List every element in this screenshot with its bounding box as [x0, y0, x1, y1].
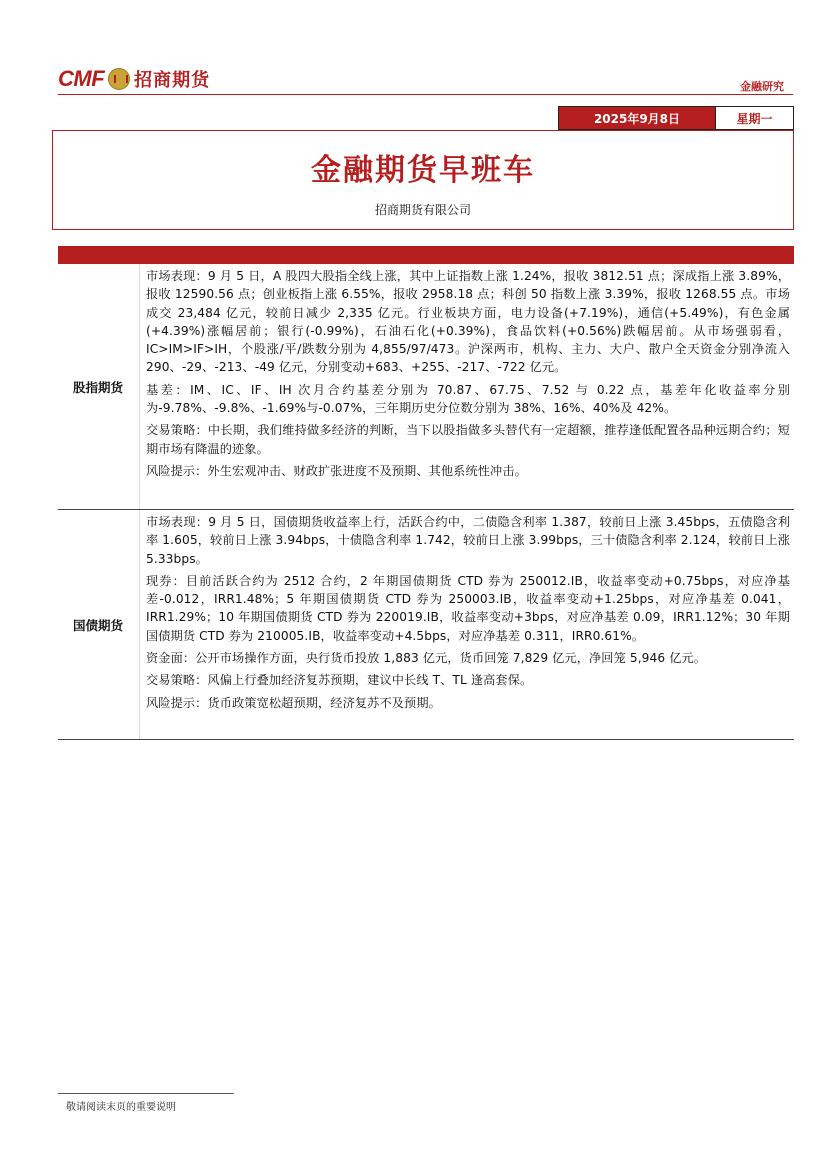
company-logo [58, 66, 210, 92]
company-name: 招商期货有限公司 [374, 203, 471, 217]
section-treasury-futures [58, 510, 794, 740]
paragraph-cash-bonds: 现券：目前活跃合约为 2512 合约，2 年期国债期货 CTD 券为 250012.IB，收益率变动+0.75bps，对应净基差-0.012，IRR1.48%；5 年期国债期货 CTD 券为 250003.IB，收益率变动+1.25bps，对应净基差 0.041，IRR1.29%；10 年期国债期货 CTD 券为 220019.IB，收益率变动+3bps，对应净基差 0.09，IRR1.12%；30 年期国债期货 CTD 券为 210005.IB，收益率变动+4.5bps，对应净基差 0.311，IRR0.61%。 [146, 573, 790, 643]
section-divider [139, 510, 140, 739]
date-bar [558, 106, 794, 130]
section-label: 股指期货 [72, 380, 123, 395]
paragraph-risk: 风险提示：外生宏观冲击、财政扩张进度不及预期、其他系统性冲击。 [146, 463, 527, 478]
paragraph-strategy: 交易策略：风偏上行叠加经济复苏预期，建议中长线 T、TL 逢高套保。 [146, 673, 533, 688]
paragraph-market: 市场表现：9 月 5 日，国债期货收益率上行，活跃合约中，二债隐含利率 1.387，较前日上涨 3.45bps，五债隐含利率 1.605，较前日上涨 3.94bps，十债隐含利率 1.742，较前日上涨 3.99bps，三十债隐含利率 2.124，较前日上涨 5.33bps。 [146, 515, 790, 566]
paragraph-market: 市场表现：9 月 5 日，A 股四大股指全线上涨，其中上证指数上涨 1.24%，报收 3812.51 点；深成指上涨 3.89%，报收 12590.56 点；创业板指上涨 6.55%，报收 2958.18 点；科创 50 指数上涨 3.39%，报收 1268.55 点。市场成交 23,484 亿元，较前日减少 2,335 亿元。行业板块方面，电力设备(+7.19%)，通信(+5.49%)，有色金属(+4.39%)涨幅居前；银行(-0.99%)，石油石化(+0.39%)，食品饮料(+0.56%)跌幅居前。从市场强弱看，IC>IM>IF>IH，个股涨/平/跌数分别为 4,855/97/473。沪深两市，机构、主力、大户、散户全天资金分别净流入 290、-29、-213、-49 亿元，分别变动+683、+255、-217、-722 亿元。 [146, 269, 790, 375]
paragraph-risk: 风险提示：货币政策宽松超预期，经济复苏不及预期。 [146, 695, 441, 710]
section-stock-index-futures [58, 264, 794, 510]
footer-divider [58, 1093, 234, 1094]
report-title: 金融期货早班车 [311, 153, 535, 188]
report-date: 2025年9月8日 [559, 107, 715, 129]
section-content [146, 267, 790, 484]
logo-chinese-text: 招商期货 [134, 70, 211, 91]
logo-cmf-text: CMF [58, 66, 105, 91]
section-divider [139, 264, 140, 509]
title-box [52, 130, 794, 230]
department-label: 金融研究 [740, 80, 784, 93]
section-label: 国债期货 [72, 618, 123, 633]
paragraph-strategy: 交易策略：中长期，我们维持做多经济的判断，当下以股指做多头替代有一定超额，推荐逢低配置各品种远期合约；短期市场有降温的迹象。 [146, 423, 790, 456]
paragraph-basis: 基差：IM、IC、IF、IH 次月合约基差分别为 70.87、67.75、7.52 与 0.22 点，基差年化收益率分别为-9.78%、-9.8%、-1.69%与-0.07%，三年期历史分位数分别为 38%、16%、40%及 42%。 [146, 382, 790, 416]
section-content [146, 513, 790, 716]
header-divider [58, 94, 793, 95]
paragraph-liquidity: 资金面：公开市场操作方面，央行货币投放 1,883 亿元，货币回笼 7,829 亿元，净回笼 5,946 亿元。 [146, 651, 707, 666]
logo-emblem-icon [108, 68, 130, 90]
section-header-band [58, 246, 794, 264]
footer-note: 敬请阅读末页的重要说明 [66, 1102, 176, 1113]
report-weekday: 星期一 [715, 107, 793, 129]
